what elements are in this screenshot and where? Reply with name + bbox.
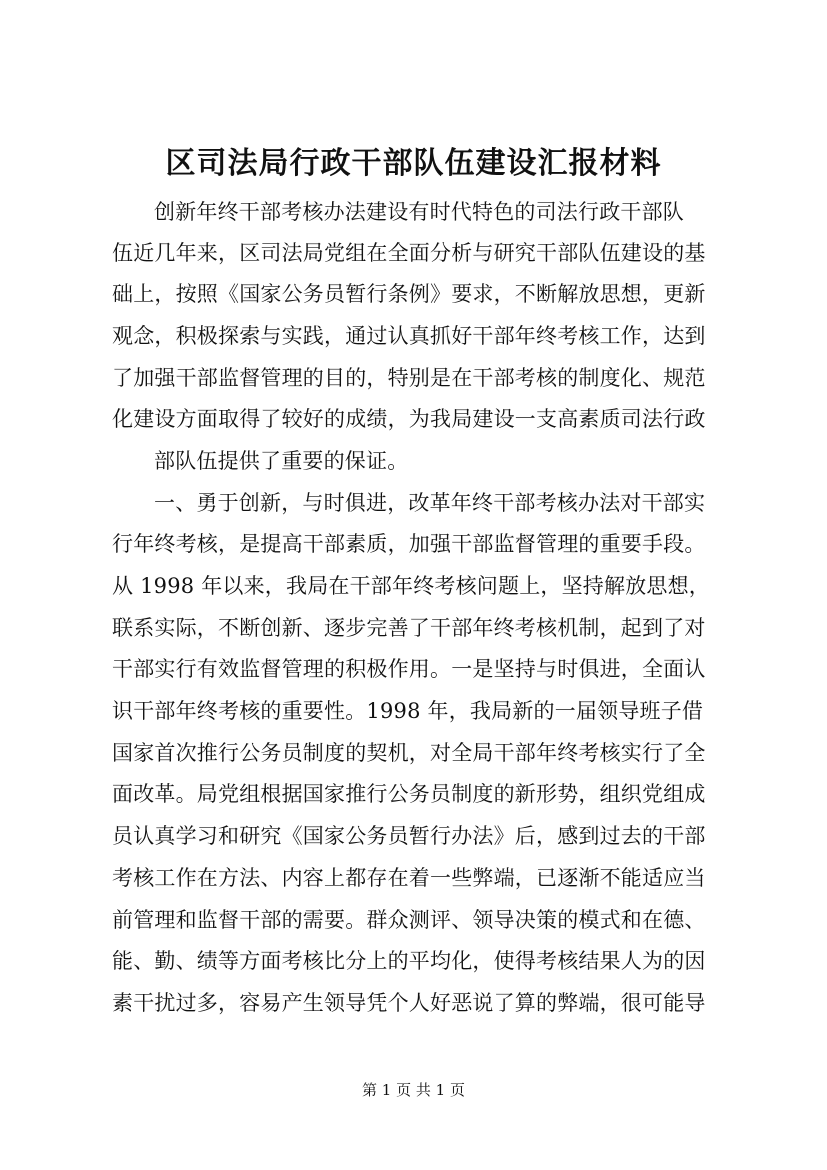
body-line: 素干扰过多，容易产生领导凭个人好恶说了算的弊端，很可能导 — [112, 991, 706, 1015]
body-line: 观念，积极探索与实践，通过认真抓好干部年终考核工作，达到 — [112, 324, 706, 348]
body-line: 化建设方面取得了较好的成绩，为我局建设一支高素质司法行政 — [112, 407, 706, 431]
body-line: 前管理和监督干部的需要。群众测评、领导决策的模式和在德、 — [112, 908, 706, 932]
document-title: 区司法局行政干部队伍建设汇报材料 — [165, 146, 662, 181]
body-line: 能、勤、绩等方面考核比分上的平均化，使得考核结果人为的因 — [112, 949, 706, 973]
body-line: 伍近几年来，区司法局党组在全面分析与研究干部队伍建设的基 — [112, 241, 706, 265]
body-line: 联系实际，不断创新、逐步完善了干部年终考核机制，起到了对 — [112, 616, 706, 640]
body-line: 员认真学习和研究《国家公务员暂行办法》后，感到过去的干部 — [112, 824, 706, 848]
body-line: 行年终考核，是提高干部素质，加强干部监督管理的重要手段。 — [112, 532, 706, 556]
body-line: 创新年终干部考核办法建设有时代特色的司法行政干部队 — [154, 200, 684, 224]
body-line: 一、勇于创新，与时俱进，改革年终干部考核办法对干部实 — [154, 491, 706, 515]
body-line: 部队伍提供了重要的保证。 — [154, 449, 409, 473]
body-line: 了加强干部监督管理的目的，特别是在干部考核的制度化、规范 — [112, 366, 706, 390]
body-line: 国家首次推行公务员制度的契机，对全局干部年终考核实行了全 — [112, 741, 706, 765]
body-line: 础上，按照《国家公务员暂行条例》要求，不断解放思想，更新 — [112, 282, 706, 306]
body-line: 从 1998 年以来，我局在干部年终考核问题上，坚持解放思想， — [112, 574, 710, 598]
body-line: 面改革。局党组根据国家推行公务员制度的新形势，组织党组成 — [112, 782, 706, 806]
body-line: 识干部年终考核的重要性。1998 年，我局新的一届领导班子借 — [112, 699, 704, 723]
body-line: 干部实行有效监督管理的积极作用。一是坚持与时俱进，全面认 — [112, 657, 706, 681]
page-footer: 第 1 页 共 1 页 — [362, 1081, 465, 1099]
body-line: 考核工作在方法、内容上都存在着一些弊端，已逐渐不能适应当 — [112, 866, 706, 890]
